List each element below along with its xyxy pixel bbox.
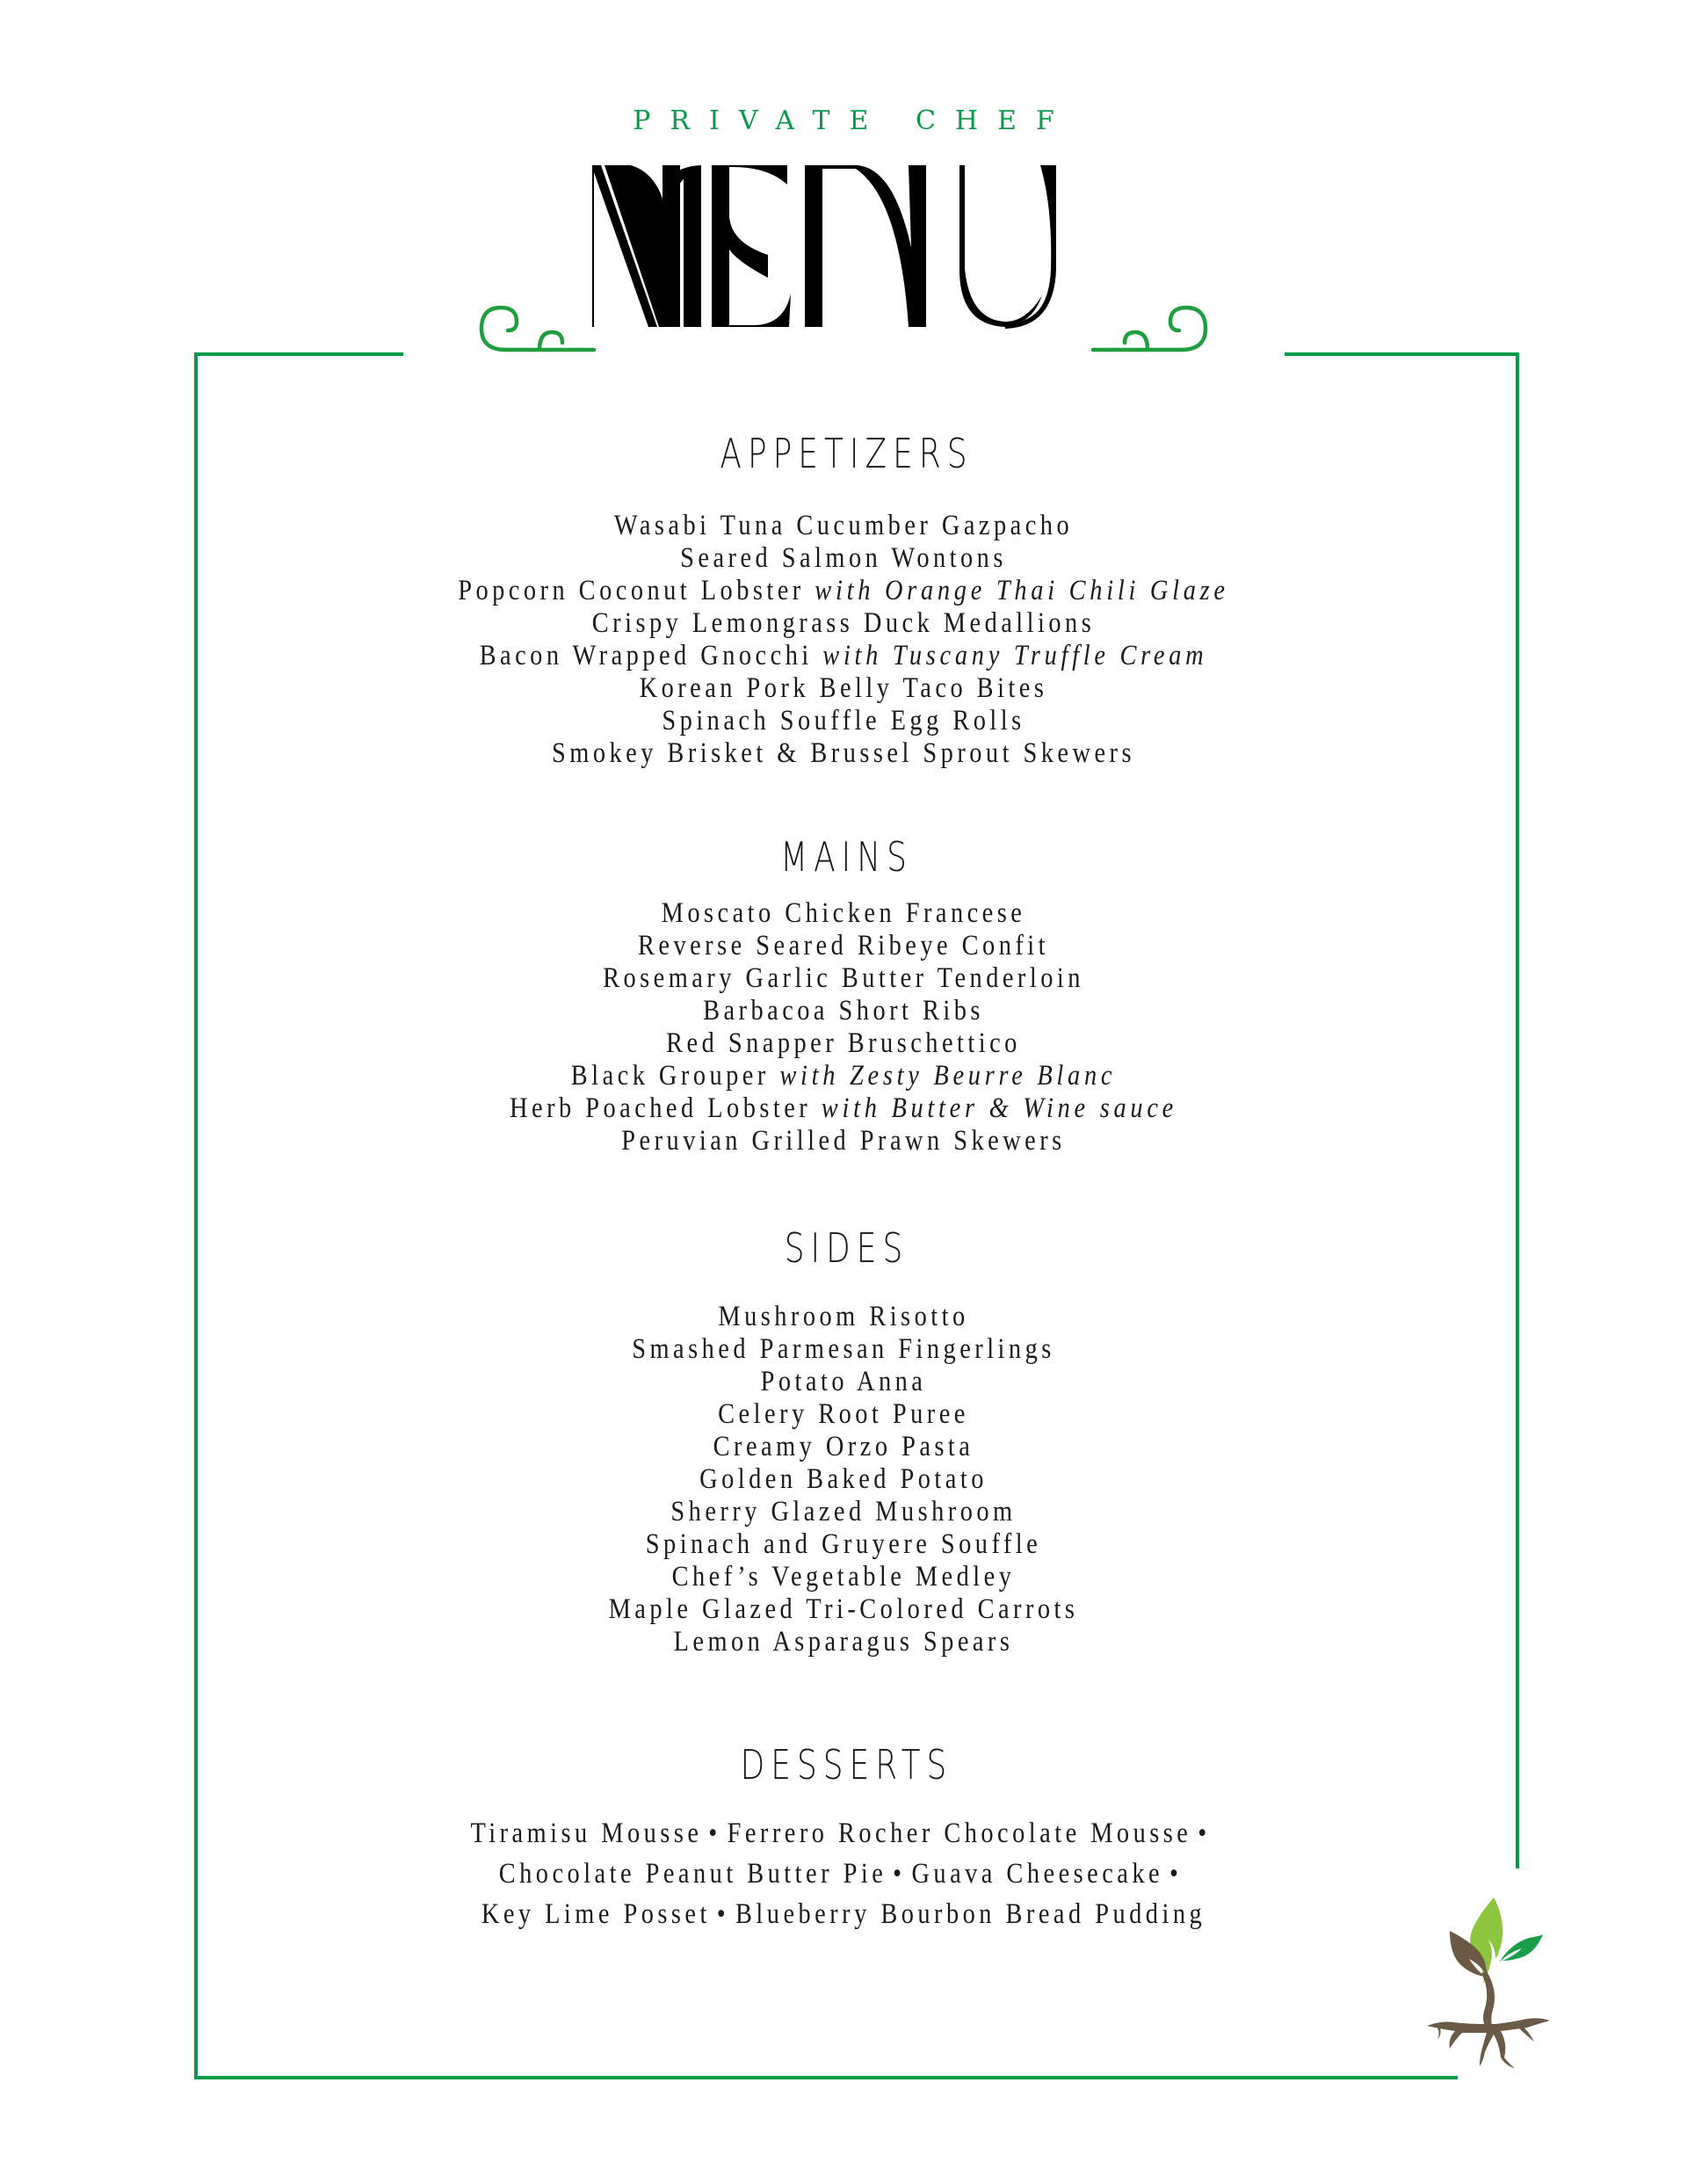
menu-item: Spinach Souffle Egg Rolls bbox=[662, 705, 1025, 736]
menu-item-note: with Tuscany Truffle Cream bbox=[822, 640, 1208, 671]
section-title-appetizers: APPETIZERS bbox=[720, 430, 974, 477]
bullet-separator: • bbox=[1169, 1858, 1183, 1890]
menu-item: Crispy Lemongrass Duck Medallions bbox=[591, 607, 1096, 639]
frame-bottom bbox=[194, 2076, 1458, 2079]
bullet-separator: • bbox=[893, 1858, 906, 1890]
menu-item: Black Grouper with Zesty Beurre Blanc bbox=[570, 1060, 1117, 1092]
menu-item: Red Snapper Bruschettico bbox=[666, 1027, 1021, 1059]
sprout-with-roots-icon bbox=[1423, 1894, 1555, 2070]
bullet-separator: • bbox=[1198, 1818, 1211, 1849]
menu-item: Mushroom Risotto bbox=[718, 1301, 969, 1332]
menu-item-note: with Zesty Beurre Blanc bbox=[779, 1060, 1117, 1092]
header-kicker: PRIVATE CHEF bbox=[633, 105, 1074, 136]
menu-item-note: with Orange Thai Chili Glaze bbox=[815, 575, 1229, 606]
section-title-sides: SIDES bbox=[784, 1224, 909, 1272]
menu-item: Barbacoa Short Ribs bbox=[703, 995, 984, 1027]
menu-item: Celery Root Puree bbox=[718, 1398, 969, 1430]
menu-item-note: with Butter & Wine sauce bbox=[821, 1092, 1177, 1124]
dessert-line: Key Lime Posset • Blueberry Bourbon Bread Pudding bbox=[481, 1898, 1206, 1930]
frame-top-right bbox=[1285, 352, 1519, 356]
menu-item: Bacon Wrapped Gnocchi with Tuscany Truffle Cream bbox=[479, 640, 1208, 671]
bullet-separator: • bbox=[716, 1898, 730, 1930]
menu-item: Smokey Brisket & Brussel Sprout Skewers bbox=[552, 737, 1135, 769]
menu-item: Popcorn Coconut Lobster with Orange Thai Chili Glaze bbox=[458, 575, 1229, 606]
menu-item: Potato Anna bbox=[760, 1366, 927, 1397]
menu-item: Sherry Glazed Mushroom bbox=[670, 1496, 1017, 1527]
bullet-separator: • bbox=[708, 1818, 721, 1849]
menu-item: Herb Poached Lobster with Butter & Wine sauce bbox=[510, 1092, 1177, 1124]
menu-item: Peruvian Grilled Prawn Skewers bbox=[621, 1125, 1066, 1157]
menu-item: Moscato Chicken Francese bbox=[661, 897, 1026, 929]
dessert-line: Chocolate Peanut Butter Pie • Guava Cheesecake • bbox=[498, 1858, 1183, 1890]
dessert-line: Tiramisu Mousse • Ferrero Rocher Chocolate Mousse • bbox=[470, 1818, 1211, 1849]
frame-top-left bbox=[194, 352, 403, 356]
menu-item: Lemon Asparagus Spears bbox=[673, 1626, 1014, 1658]
menu-item: Maple Glazed Tri-Colored Carrots bbox=[608, 1593, 1079, 1625]
menu-item: Wasabi Tuna Cucumber Gazpacho bbox=[613, 510, 1074, 541]
scroll-flourish-icon-left bbox=[474, 299, 597, 355]
menu-item: Reverse Seared Ribeye Confit bbox=[637, 930, 1050, 961]
section-title-mains: MAINS bbox=[780, 833, 913, 881]
menu-item: Korean Pork Belly Taco Bites bbox=[639, 672, 1048, 704]
menu-item: Seared Salmon Wontons bbox=[680, 542, 1007, 574]
menu-item: Smashed Parmesan Fingerlings bbox=[632, 1333, 1055, 1365]
menu-item: Golden Baked Potato bbox=[699, 1463, 988, 1495]
scroll-flourish-icon-right bbox=[1090, 299, 1213, 355]
menu-item: Spinach and Gruyere Souffle bbox=[645, 1528, 1042, 1560]
menu-item: Chef’s Vegetable Medley bbox=[671, 1561, 1016, 1593]
menu-item: Rosemary Garlic Butter Tenderloin bbox=[603, 962, 1084, 994]
menu-item: Creamy Orzo Pasta bbox=[713, 1431, 974, 1462]
section-title-desserts: DESSERTS bbox=[740, 1741, 953, 1789]
menu-wordmark bbox=[592, 163, 1098, 330]
